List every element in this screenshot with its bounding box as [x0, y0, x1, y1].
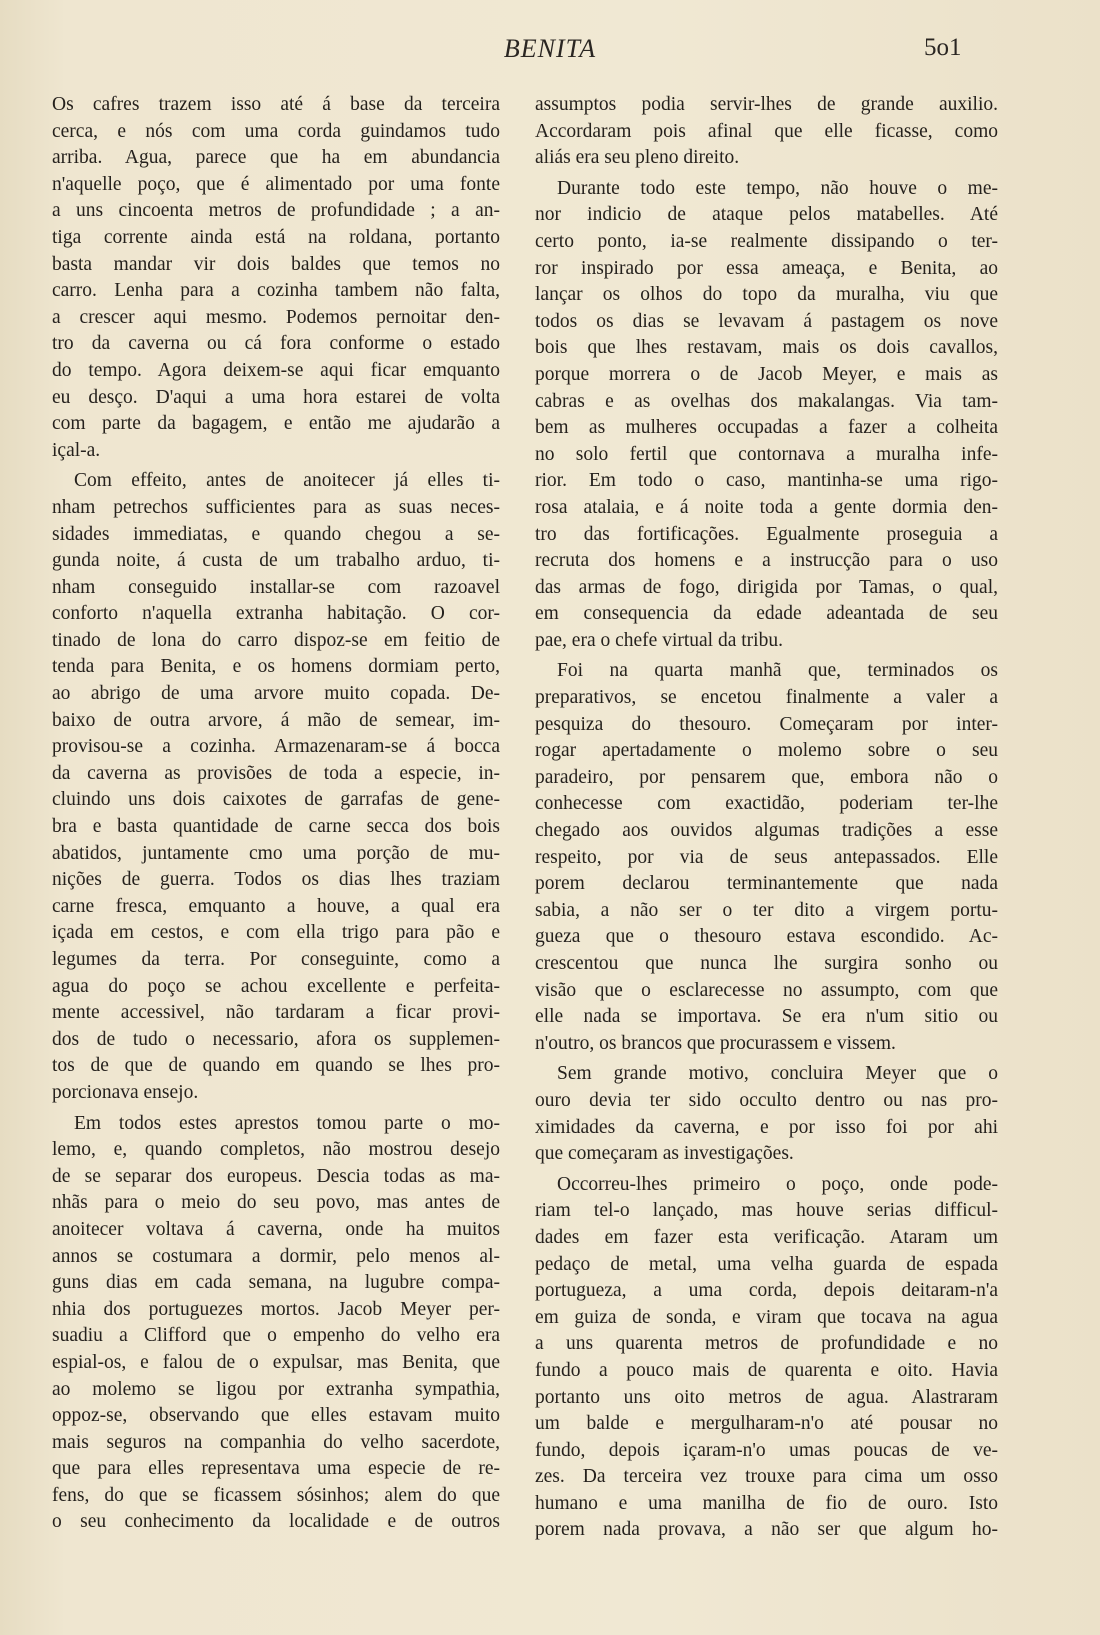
- text-line: das armas de fogo, dirigida por Tamas, o qual,: [535, 576, 998, 598]
- text-line: nham petrechos sufficientes para as suas neces-: [52, 496, 500, 518]
- text-line: a uns cincoenta metros de profundidade ; a an-: [52, 200, 500, 222]
- text-line: baixo de outra arvore, á mão de semear, im-: [52, 709, 500, 731]
- text-line: todos os dias se levavam á pastagem os nove: [535, 310, 998, 332]
- left-text-column: [52, 92, 500, 1536]
- text-line: rogar apertadamente o molemo sobre o seu: [535, 740, 998, 762]
- text-line: carne fresca, emquanto a houve, a qual era: [52, 895, 500, 917]
- text-line: anoitecer voltava á caverna, onde ha muitos: [52, 1218, 500, 1240]
- text-line: cluindo uns dois caixotes de garrafas de gene-: [52, 789, 500, 811]
- text-line: cerca, e nós com uma corda guindamos tudo: [52, 120, 500, 142]
- text-line: suadiu a Clifford que o empenho do velho era: [52, 1325, 500, 1347]
- text-line: recruta dos homens e a instrucção para o uso: [535, 550, 998, 572]
- text-line: eu desço. D'aqui a uma hora estarei de volta: [52, 386, 500, 408]
- right-text-column: [535, 92, 998, 1544]
- text-line: a uns quarenta metros de profundidade e no: [535, 1333, 998, 1355]
- text-line: conhecesse com exactidão, poderiam ter-lhe: [535, 793, 998, 815]
- text-line: Occorreu-lhes primeiro o poço, onde pode-: [557, 1173, 998, 1195]
- text-line: içada em cestos, e com ella trigo para pão e: [52, 922, 500, 944]
- text-line: de se separar dos europeus. Descia todas as ma-: [52, 1165, 500, 1187]
- text-line: nor indicio de ataque pelos matabelles. Até: [535, 204, 998, 226]
- text-line: bois que lhes restavam, mais os dois cavallos,: [535, 337, 998, 359]
- text-line: içal-a.: [52, 439, 101, 461]
- text-line: tro da caverna ou cá fora conforme o estado: [52, 333, 500, 355]
- text-line: tiga corrente ainda está na roldana, portanto: [52, 226, 500, 248]
- text-line: do tempo. Agora deixem-se aqui ficar emquanto: [52, 359, 500, 381]
- text-line: tenda para Benita, e os homens dormiam perto,: [52, 656, 500, 678]
- text-line: Durante todo este tempo, não houve o me-: [557, 177, 998, 199]
- text-line: n'outro, os brancos que procurassem e vissem.: [535, 1032, 896, 1054]
- text-line: lemo, e, quando completos, não mostrou desejo: [52, 1139, 500, 1161]
- text-line: humano e uma manilha de fio de ouro. Isto: [535, 1492, 998, 1514]
- text-line: portanto uns oito metros de agua. Alastraram: [535, 1386, 998, 1408]
- text-line: nições de guerra. Todos os dias lhes traziam: [52, 869, 500, 891]
- text-line: porcionava ensejo.: [52, 1081, 199, 1103]
- text-line: Foi na quarta manhã que, terminados os: [557, 660, 998, 682]
- text-line: rosa atalaia, e á noite toda a gente dormia den-: [535, 496, 998, 518]
- text-line: bra e basta quantidade de carne secca dos bois: [52, 816, 500, 838]
- text-line: sabia, a não ser o ter dito a virgem portu-: [535, 899, 998, 921]
- text-line: porem declarou terminantemente que nada: [535, 873, 998, 895]
- text-line: chegado aos ouvidos algumas tradições a esse: [535, 820, 998, 842]
- text-line: com parte da bagagem, e então me ajudarão a: [52, 413, 500, 435]
- text-line: um balde e mergulharam-n'o até pousar no: [535, 1413, 998, 1435]
- text-line: ximidades da caverna, e por isso foi por ahi: [535, 1116, 998, 1138]
- text-line: Sem grande motivo, concluira Meyer que o: [557, 1063, 998, 1085]
- text-line: carro. Lenha para a cozinha tambem não falta,: [52, 280, 500, 302]
- text-line: fens, do que se ficassem sósinhos; alem do que: [52, 1484, 500, 1506]
- text-line: tos de que de quando em quando se lhes pro-: [52, 1055, 500, 1077]
- text-line: lançar os olhos do topo da muralha, viu que: [535, 284, 998, 306]
- text-line: em consequencia da edade adeantada de seu: [535, 603, 998, 625]
- text-line: guns dias em cada semana, na lugubre compa-: [52, 1272, 500, 1294]
- text-line: fundo a pouco mais de quarenta e oito. Havia: [535, 1359, 998, 1381]
- text-line: sidades immediatas, e quando chegou a se-: [52, 523, 500, 545]
- text-line: que para elles representava uma especie de re-: [52, 1458, 500, 1480]
- text-line: porque morrera o de Jacob Meyer, e mais as: [535, 363, 998, 385]
- text-line: abatidos, juntamente cmo uma porção de mu-: [52, 842, 500, 864]
- text-line: mais seguros na companhia do velho sacerdote,: [52, 1431, 500, 1453]
- text-line: fundo, depois içaram-n'o umas poucas de ve-: [535, 1439, 998, 1461]
- text-line: legumes da terra. Por conseguinte, como a: [52, 949, 500, 970]
- text-line: mente accessivel, não tardaram a ficar provi-: [52, 1002, 500, 1024]
- text-line: certo ponto, ia-se realmente dissipando o ter-: [535, 230, 998, 252]
- text-line: zes. Da terceira vez trouxe para cima um osso: [535, 1466, 998, 1488]
- text-line: cabras e as ovelhas dos makalangas. Via tam-: [535, 390, 998, 412]
- page-number: 5o1: [924, 34, 962, 61]
- text-line: visão que o esclarecesse no assumpto, com que: [535, 979, 998, 1001]
- text-line: dades em fazer esta verificação. Ataram um: [535, 1226, 998, 1248]
- text-line: tinado de lona do carro dispoz-se em feitio de: [52, 629, 500, 651]
- text-line: Os cafres trazem isso até á base da terceira: [52, 94, 500, 115]
- text-line: basta mandar vir dois baldes que temos no: [52, 253, 500, 275]
- text-line: aliás era seu pleno direito.: [535, 147, 740, 169]
- text-line: no solo fertil que contornava a muralha infe-: [535, 443, 998, 465]
- text-line: ao molemo se ligou por extranha sympathia,: [52, 1378, 500, 1400]
- text-line: nham conseguido installar-se com razoavel: [52, 576, 500, 598]
- text-line: tro das fortificações. Egualmente proseguia a: [535, 523, 998, 545]
- text-line: ao abrigo de uma arvore muito copada. De-: [52, 683, 500, 705]
- text-line: rior. Em todo o caso, mantinha-se uma rigo-: [535, 470, 998, 492]
- text-line: Accordaram pois afinal que elle ficasse, como: [535, 120, 998, 142]
- text-line: Em todos estes aprestos tomou parte o mo-: [74, 1112, 500, 1134]
- text-line: assumptos podia servir-lhes de grande auxilio.: [535, 94, 998, 115]
- text-line: Com effeito, antes de anoitecer já elles ti-: [74, 470, 500, 492]
- text-line: conforto n'aquella extranha habitação. O cor-: [52, 603, 500, 625]
- text-line: que começaram as investigações.: [535, 1143, 794, 1165]
- text-line: espial-os, e falou de o expulsar, mas Benita, que: [52, 1351, 500, 1373]
- text-line: gueza que o thesouro estava escondido. Ac-: [535, 926, 998, 948]
- text-line: ouro devia ter sido occulto dentro ou nas pro-: [535, 1089, 998, 1111]
- text-line: n'aquelle poço, que é alimentado por uma fonte: [52, 173, 500, 195]
- text-line: em guiza de sonda, e viram que tocava na agua: [535, 1306, 998, 1328]
- text-line: preparativos, se encetou finalmente a valer a: [535, 687, 998, 709]
- text-line: nhia dos portuguezes mortos. Jacob Meyer per-: [52, 1298, 500, 1320]
- text-line: provisou-se a cozinha. Armazenaram-se á bocca: [52, 736, 500, 758]
- text-line: pedaço de metal, uma velha guarda de espada: [535, 1253, 998, 1275]
- text-line: ror inspirado por essa ameaça, e Benita, ao: [535, 257, 998, 279]
- text-line: pesquiza do thesouro. Começaram por inter-: [535, 713, 998, 735]
- text-line: portugueza, a uma corda, depois deitaram-n'a: [535, 1280, 998, 1302]
- text-line: agua do poço se achou excellente e perfeita-: [52, 975, 500, 997]
- text-line: porem nada provava, a não ser que algum ho-: [535, 1519, 998, 1541]
- text-line: arriba. Agua, parece que ha em abundancia: [52, 147, 500, 169]
- text-line: bem as mulheres occupadas a fazer a colheita: [535, 417, 998, 439]
- text-line: paradeiro, por pensarem que, embora não o: [535, 766, 998, 788]
- text-line: da caverna as provisões de toda a especie, in-: [52, 762, 500, 784]
- text-line: o seu conhecimento da localidade e de outros: [52, 1511, 500, 1533]
- text-line: oppoz-se, observando que elles estavam muito: [52, 1405, 500, 1427]
- text-line: annos se costumara a dormir, pelo menos al-: [52, 1245, 500, 1267]
- text-line: riam tel-o lançado, mas houve serias difficul-: [535, 1200, 998, 1222]
- text-line: pae, era o chefe virtual da tribu.: [535, 629, 783, 651]
- text-line: dos de tudo o necessario, afora os supplemen-: [52, 1028, 500, 1050]
- text-line: crescentou que nunca lhe surgira sonho ou: [535, 953, 998, 974]
- text-line: nhãs para o meio do seu povo, mas antes de: [52, 1192, 500, 1214]
- text-line: gunda noite, á custa de um trabalho arduo, ti-: [52, 550, 500, 572]
- text-line: respeito, por via de seus antepassados. Elle: [535, 846, 998, 868]
- text-line: a crescer aqui mesmo. Podemos pernoitar den-: [52, 306, 500, 328]
- text-line: elle nada se importava. Se era n'um sitio ou: [535, 1006, 998, 1028]
- running-title: BENITA: [503, 34, 597, 63]
